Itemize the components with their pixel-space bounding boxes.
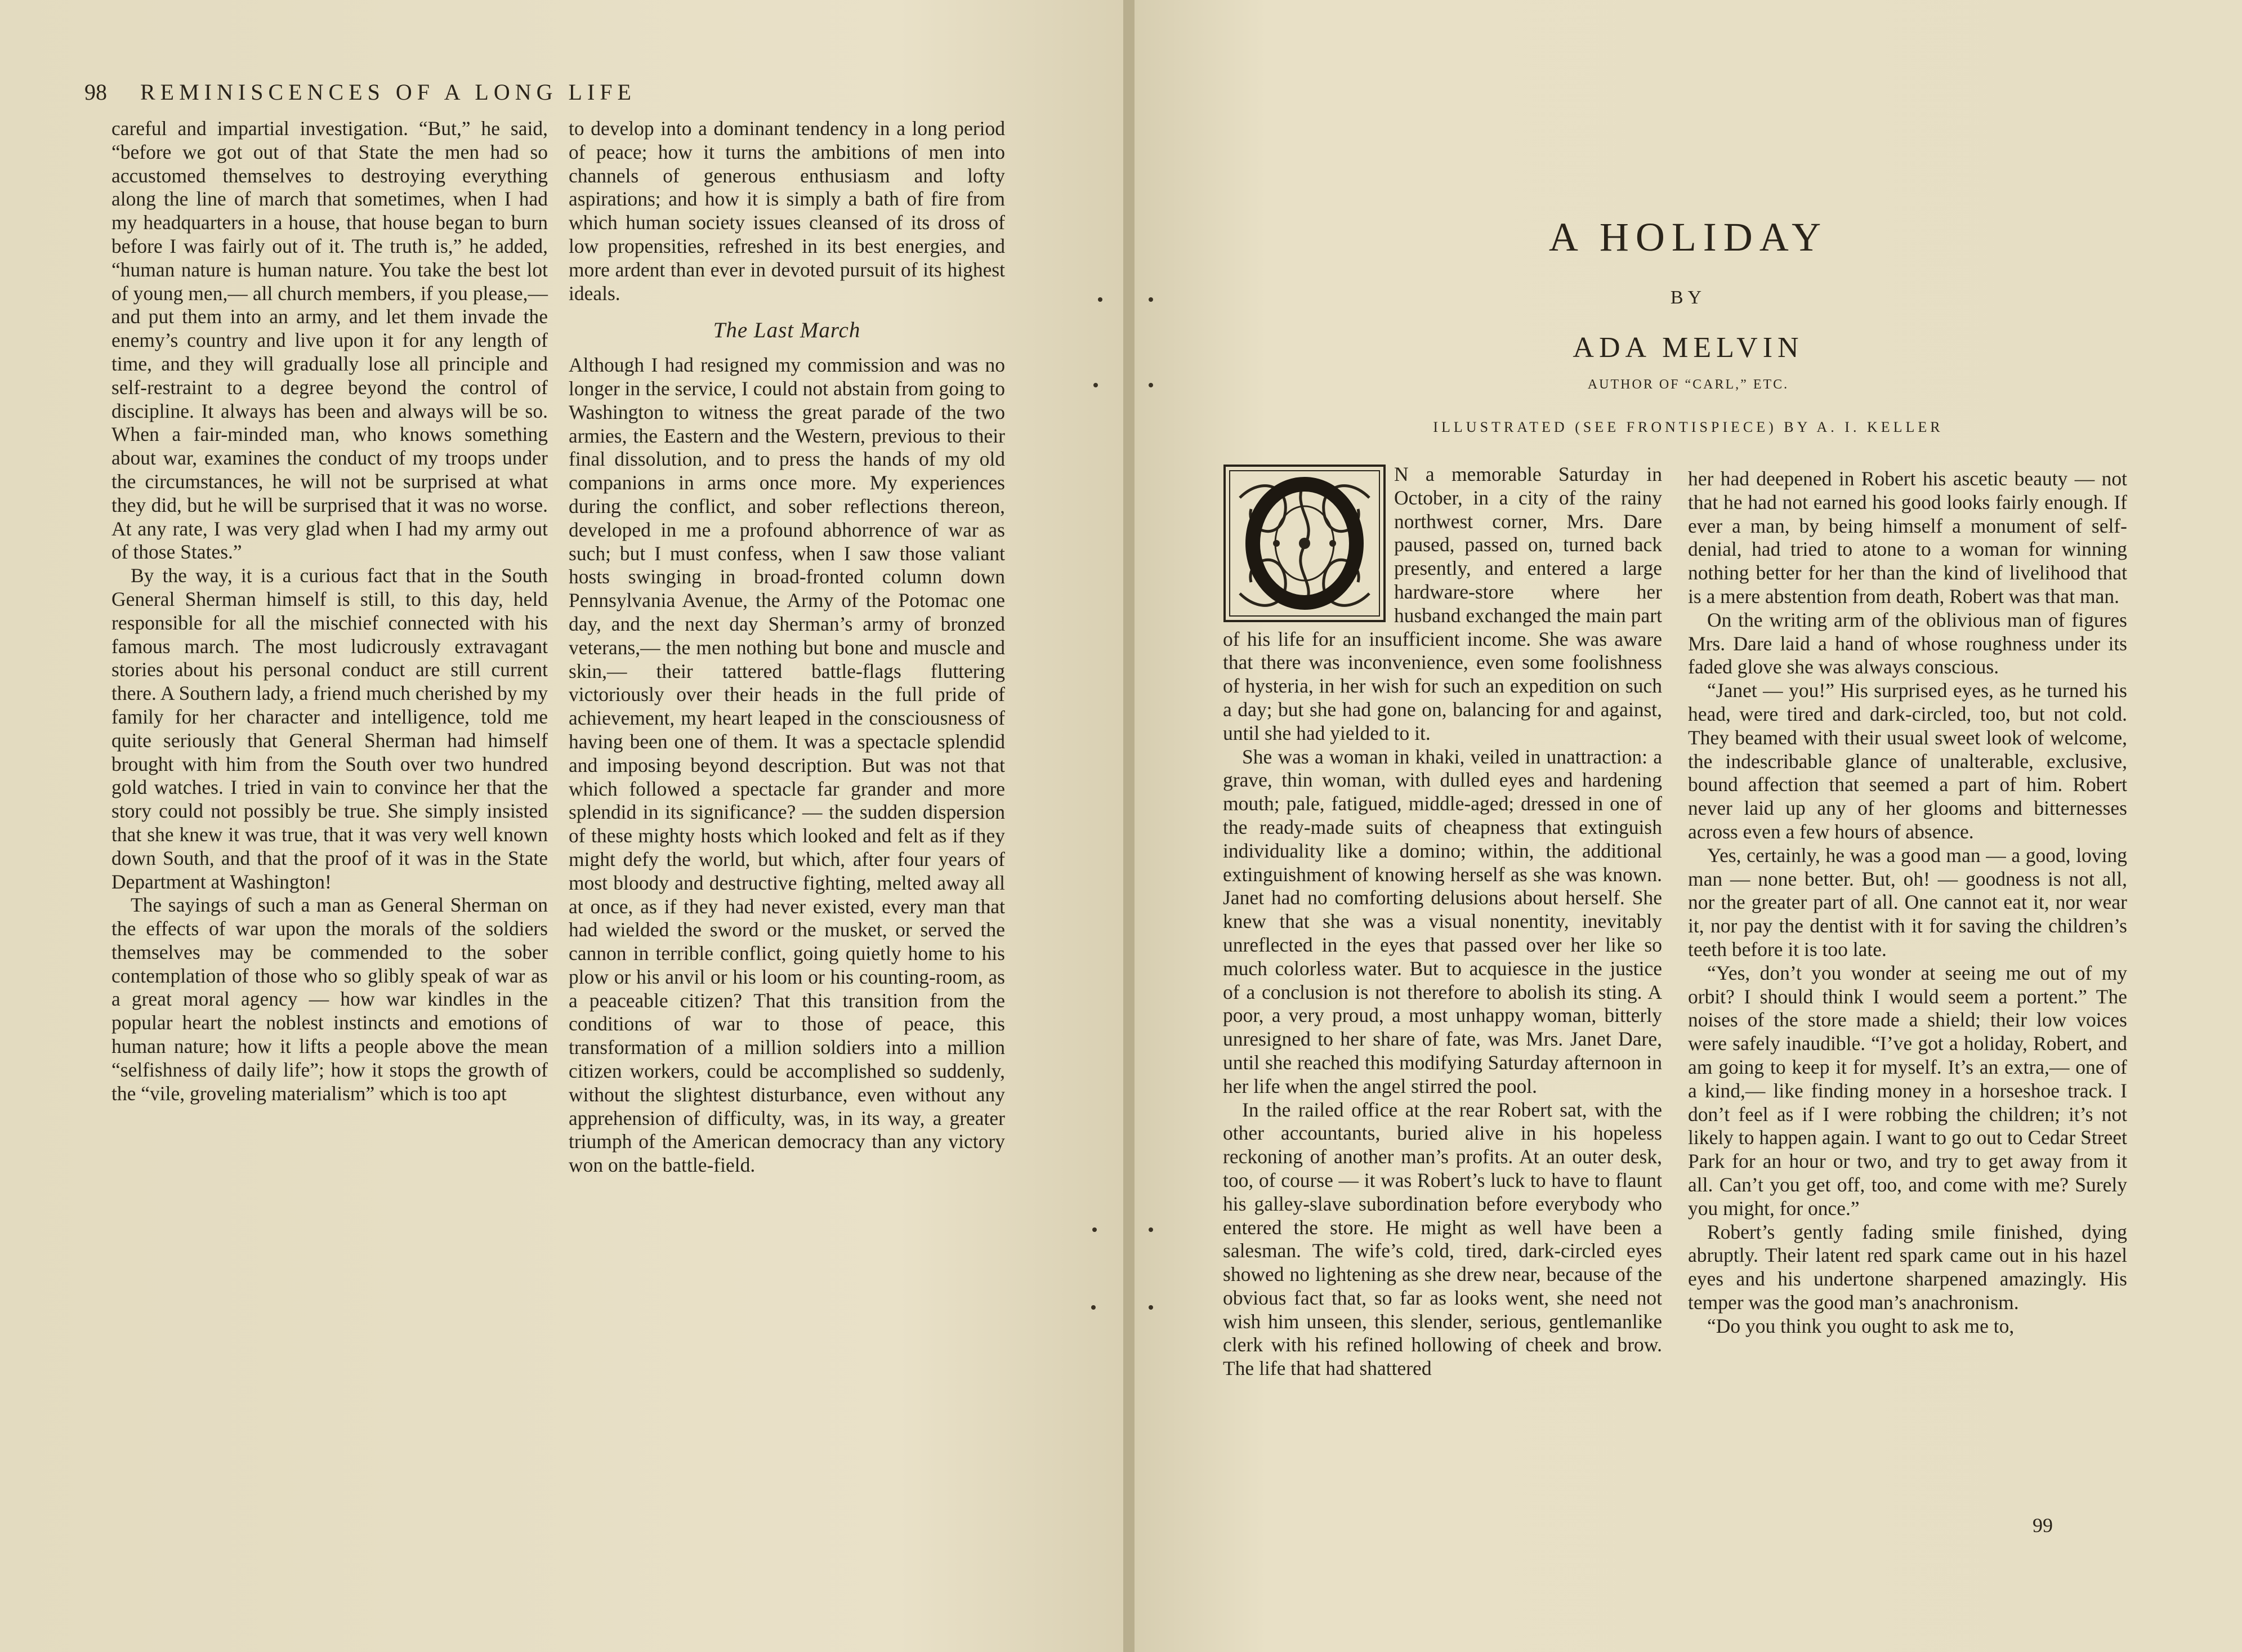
paragraph: N a memorable Saturday in October, in a city of the rainy northwest corner, Mrs. Dare paused, passed on, turned back presently, and entered a large hardware-store where her husband exchanged the main part of his life for an insufficient income. She was aware that there was inconvenience, even some foolishness of hysteria, in her wish for such an expedition on such a day; but she had gone on, balancing for and against, until she had yielded to it.	[1223, 463, 1662, 744]
left-page-number: 98	[84, 79, 107, 105]
left-column-2	[569, 117, 1005, 1177]
right-column-2	[1688, 467, 2127, 1338]
paragraph: her had deepened in Robert his ascetic beauty — not that he had not earned his good looks fairly enough. If ever a man, by being himself a monument of self-denial, had tried to atone to a woman for winning nothing better for her than the kind of livelihood that is a mere abstention from death, Robert was that man.	[1688, 467, 2127, 608]
right-column-1	[1223, 463, 1662, 1381]
paragraph: Robert’s gently fading smile finished, dying abruptly. Their latent red spark came out in his hazel eyes and his undertone sharpened amazingly. His temper was the good man’s anachronism.	[1688, 1220, 2127, 1314]
binding-mark	[1149, 383, 1153, 387]
binding-mark	[1091, 1305, 1096, 1310]
paragraph: Yes, certainly, he was a good man — a good, loving man — none better. But, oh! — goodness is not all, nor the greater part of all. One cannot eat it, nor wear it, nor pay the dentist with it for saving the children’s teeth before it is too late.	[1688, 843, 2127, 961]
paragraph: On the writing arm of the oblivious man of figures Mrs. Dare laid a hand of whose roughness under its faded glove she was always conscious.	[1688, 608, 2127, 678]
left-column-1	[111, 117, 548, 1105]
byline-by: BY	[1670, 287, 1707, 308]
paragraph: The sayings of such a man as General Sherman on the effects of war upon the morals of the soldiers themselves may be commended to the sober contemplation of those who so glibly speak of war as a great moral agency — how war kindles in the popular heart the noblest instincts and emotions of human nature; how it lifts a people above the mean “selfishness of daily life”; how it stops the growth of the “vile, groveling materialism” which is too apt	[111, 894, 548, 1105]
paragraph: Although I had resigned my commission and was no longer in the service, I could not abstain from going to Washington to witness the great parade of the two armies, the Eastern and the Western, previous to their final dissolution, and to press the hands of my old companions in arms once more. My experiences during the conflict, and sober reflections thereon, developed in me a profound abhorrence of war as such; but I must confess, when I saw those valiant hosts swinging in broad-fronted column down Pennsylvania Avenue, the Army of the Potomac one day, and the next day Sherman’s army of bronzed veterans,— the men nothing but bone and muscle and skin,— their tattered battle-flags fluttering victoriously over their heads in the full pride of achievement, my heart leaped in the consciousness of having been one of them. It was a spectacle splendid and imposing beyond description. But was not that which followed a spectacle far grander and more splendid in its significance? — the sudden dispersion of these mighty hosts which looked and felt as if they might defy the world, but which, after four years of most bloody and destructive fighting, melted away all at once, as if they had never existed, every man that had wielded the sword or the musket, or served the cannon in terrible conflict, going quietly home to his plow or his anvil or his loom or his counting-room, as a peaceable citizen? That this transition from the conditions of war to those of peace, this transformation of a million soldiers into a million citizen workers, could be accomplished so suddenly, without the slightest disturbance, even without any apprehension of difficulty, was, in its way, a greater triumph of the American democracy than any victory won on the battle-field.	[569, 354, 1005, 1177]
right-page-number: 99	[2033, 1514, 2053, 1537]
paragraph: “Janet — you!” His surprised eyes, as he turned his head, were tired and dark-circled, too, but not cold. They beamed with their usual sweet look of welcome, the indescribable glance of unalterable, exclusive, bound affection that seemed a part of him. Robert never laid up any of her glooms and bitternesses across even a few hours of absence.	[1688, 679, 2127, 843]
paragraph: careful and impartial investigation. “But,” he said, “before we got out of that State the men had so accustomed themselves to destroying everything along the line of march that sometimes, when I had my headquarters in a house, that house began to burn before I was fairly out of it. The truth is,” he added, “human nature is human nature. You take the best lot of young men,— all church members, if you please,— and put them into an army, and let them invade the enemy’s country and live upon it for any length of time, and they will gradually lose all principle and self-restraint to a degree beyond the control of discipline. It always has been and always will be so. When a fair-minded man, who knows something about war, examines the conduct of my troops under the circumstances, he will not be surprised at what they did, but he will be surprised that it was no worse. At any rate, I was very glad when I had my army out of those States.”	[111, 117, 548, 564]
binding-mark	[1149, 1227, 1153, 1232]
paragraph: She was a woman in khaki, veiled in unattraction: a grave, thin woman, with dulled eyes and hardening mouth; pale, fatigued, middle-aged; dressed in one of the ready-made suits of cheapness that extinguish individuality like a domino; within, the additional extinguishment of knowing herself as she was known. Janet had no comforting delusions about herself. She knew that she was a visual nonentity, inevitably unreflected in the eyes that passed over her like so much colorless water. But to acquiesce in the justice of a conclusion is not therefore to abolish its sting. A poor, a very proud, a most unhappy woman, bitterly unresigned to her share of fate, was Mrs. Janet Dare, until she reached this modifying Saturday afternoon in her life when the angel stirred the pool.	[1223, 745, 1662, 1097]
paragraph: “Do you think you ought to ask me to,	[1707, 1314, 2015, 1337]
running-head	[84, 79, 1053, 105]
binding-mark	[1093, 383, 1098, 387]
section-heading: The Last March	[713, 318, 861, 343]
binding-mark	[1098, 297, 1102, 302]
illustration-credit: ILLUSTRATED (SEE FRONTISPIECE) BY A. I. KELLER	[1433, 419, 1944, 435]
binding-mark	[1092, 1227, 1097, 1232]
paragraph: “Yes, don’t you wonder at seeing me out of my orbit? I should think I would seem a portent.” The noises of the store made a shield; their low voices were safely inaudible. “I’ve got a holiday, Robert, and am going to keep it for myself. It’s an extra,— one of a kind,— like finding money in a horseshoe track. I don’t feel as if I were robbing the children; it’s not likely to happen again. I want to go out to Cedar Street Park for an hour or two, and try to get away from it all. Can’t you get off, too, and come with me? Surely you might, for once.”	[1688, 961, 2127, 1220]
book-gutter	[1123, 0, 1135, 1652]
author-name: ADA MELVIN	[1573, 332, 1804, 364]
paragraph: By the way, it is a curious fact that in the South General Sherman himself is still, to this day, held responsible for all the mischief connected with his famous march. The most ludicrously extravagant stories about his personal conduct are still current there. A Southern lady, a friend much cherished by my family for her character and intelligence, told me quite seriously that General Sherman had himself brought with him from the South over two hundred gold watches. I tried in vain to convince her that the story could not possibly be true. She simply insisted that she knew it was true, that it was very well known down South, and that the proof of it was in the State Department at Washington!	[111, 564, 548, 893]
running-head-title: REMINISCENCES OF A LONG LIFE	[140, 79, 636, 105]
binding-mark	[1149, 297, 1153, 302]
paragraph: to develop into a dominant tendency in a long period of peace; how it turns the ambitions of men into channels of generous enthusiasm and lofty aspirations; and how it is simply a bath of fire from which human society issues cleansed of its dross of low propensities, refreshed in its best energies, and more ardent than ever in devoted pursuit of its highest ideals.	[569, 117, 1005, 305]
decorative-initial-icon	[1223, 464, 1386, 623]
author-credits: AUTHOR OF “CARL,” ETC.	[1587, 377, 1789, 392]
story-title: A HOLIDAY	[1548, 215, 1828, 260]
paragraph: In the railed office at the rear Robert sat, with the other accountants, buried alive in his hopeless reckoning of another man’s profits. At an outer desk, too, of course — it was Robert’s luck to have to flaunt his galley-slave subordination before everybody who entered the store. He might as well have been a salesman. The wife’s cold, tired, dark-circled eyes showed no lightening as she drew near, because of the obvious fact that, so far as looks went, she need not wish him unseen, this slender, serious, gentlemanlike clerk with his refined hollowing of cheek and brow. The life that had shattered	[1223, 1098, 1662, 1380]
binding-mark	[1149, 1305, 1153, 1310]
